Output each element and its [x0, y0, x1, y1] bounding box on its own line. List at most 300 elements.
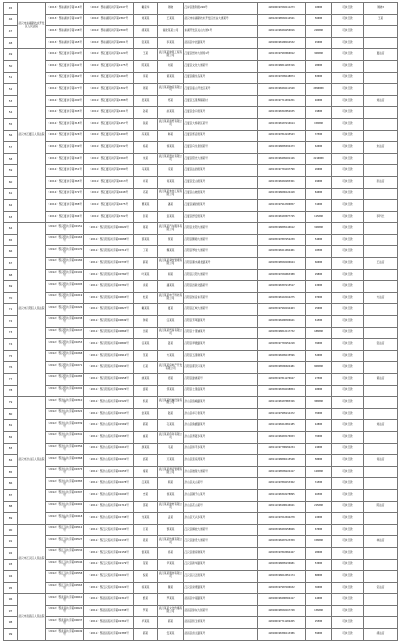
party-name: 罗某某: [158, 594, 184, 606]
case-number: （2012）鄂洪山执字第00383号: [46, 478, 84, 490]
id-number: 420115198103077725: [258, 211, 306, 223]
applicant-name: 李某: [134, 72, 158, 84]
judge-contact: [364, 223, 398, 235]
ruling-number: （2011）鄂汉阳民初字第00803号: [84, 292, 134, 304]
judge-contact: 王法官: [364, 258, 398, 270]
execution-status: 可执行款: [332, 431, 364, 443]
amount: 67000: [306, 524, 332, 536]
execution-status: 可执行款: [332, 188, 364, 200]
id-number: 420111198107083326: [258, 397, 306, 409]
address: 洪山区张家湾某号: [184, 455, 258, 467]
execution-status: 可执行款: [332, 420, 364, 432]
id-number: 420111198006115548: [258, 455, 306, 467]
applicant-name: 孙某: [134, 107, 158, 119]
address: 洪山区珞喻路某号: [184, 397, 258, 409]
address: 江岸区胜利街226号: [184, 3, 258, 15]
case-number: （2012）鄂汉阳执字第00268号: [46, 350, 84, 362]
party-name: 汪某某: [158, 316, 184, 328]
row-number: 85: [4, 466, 18, 478]
table-row: [4, 153, 398, 165]
applicant-name: 朱某: [134, 153, 158, 165]
id-number: 420105198005146612: [258, 223, 306, 235]
row-number: 47: [4, 26, 18, 38]
case-number: （2012）鄂武昌执字第00610号: [46, 594, 84, 606]
applicant-name: 周某: [134, 84, 158, 96]
ruling-number: （2011）鄂汉阳民初字第00781号: [84, 281, 134, 293]
applicant-name: 丁某: [134, 246, 158, 258]
id-number: 420103198203258846: [258, 524, 306, 536]
address: 汉阳区琴台大道某号: [184, 246, 258, 258]
amount: 62000: [306, 142, 332, 154]
judge-contact: [364, 489, 398, 501]
address: 武昌区中南路某号: [184, 594, 258, 606]
address: 洪山区关山某号: [184, 478, 258, 490]
id-number: 420111198310278895: [258, 489, 306, 501]
party-name: 邹某某: [158, 385, 184, 397]
case-number: （2012）鄂汉阳执字第00219号: [46, 292, 84, 304]
execution-status: 可执行款: [332, 629, 364, 641]
case-number: （2013）鄂东湖执字第138号: [46, 26, 84, 38]
ruling-number: （2011）鄂江夏民初字第1457号: [84, 118, 134, 130]
case-number: （2012）鄂汉阳执字第00192号: [46, 269, 84, 281]
party-name: 魏某某: [158, 246, 184, 258]
id-number: 420105197807252239: [258, 234, 306, 246]
table-row: [4, 107, 398, 119]
address: 汉阳区龙阳大道某号: [184, 223, 258, 235]
address: 汉阳区郭茨口某号: [184, 362, 258, 374]
amount: 360000: [306, 49, 332, 61]
address: 汉阳区四新北路某号: [184, 281, 258, 293]
applicant-name: 戴家华: [134, 3, 158, 15]
address: 江汉区唐家墩某号: [184, 547, 258, 559]
id-number: 420106198208304417: [258, 594, 306, 606]
row-number: 80: [4, 408, 18, 420]
amount: 66000: [306, 258, 332, 270]
ruling-number: （2011）鄂汉阳民初字第00620号: [84, 223, 134, 235]
table-row: [4, 60, 398, 72]
id-number: 420105198307215517: [258, 281, 306, 293]
applicant-name: 龙某某: [134, 513, 158, 525]
amount: 61500: [306, 316, 332, 328]
case-number: （2012）鄂江夏执字第305号: [46, 107, 84, 119]
execution-status: 可执行款: [332, 443, 364, 455]
case-number: （2012）鄂洪山执字第00322号: [46, 408, 84, 420]
amount: 49000: [306, 176, 332, 188]
address: 江汉区解放大道某号: [184, 524, 258, 536]
amount: 19800: [306, 107, 332, 119]
execution-status: 可执行款: [332, 60, 364, 72]
party-name: 王某某: [158, 14, 184, 26]
amount: 52000: [306, 350, 332, 362]
applicant-name: 曹某某: [134, 200, 158, 212]
execution-status: 可执行款: [332, 153, 364, 165]
case-number: （2013）鄂东湖执字第165号: [46, 37, 84, 49]
ruling-number: （2012）鄂东湖民初字第2390号: [84, 26, 134, 38]
applicant-name: 钟某: [134, 316, 158, 328]
judge-contact: [364, 397, 398, 409]
applicant-name: 康某某: [134, 443, 158, 455]
row-number: 48: [4, 37, 18, 49]
amount: 22000: [306, 513, 332, 525]
judge-contact: [364, 200, 398, 212]
table-row: [4, 466, 398, 478]
id-number: 420103198005236681: [258, 559, 306, 571]
case-number: （2012）鄂汉阳执字第00163号: [46, 234, 84, 246]
execution-status: 可执行款: [332, 397, 364, 409]
execution-status: 可执行款: [332, 350, 364, 362]
execution-status: 可执行款: [332, 200, 364, 212]
judge-contact: [364, 571, 398, 583]
address: 江夏区文化大道某号: [184, 60, 258, 72]
table-row: [4, 327, 398, 339]
id-number: 420105198211094401: [258, 246, 306, 258]
execution-status: 可执行款: [332, 26, 364, 38]
execution-status: 可执行款: [332, 37, 364, 49]
ruling-number: （2011）鄂江汉民初字第02133号: [84, 536, 134, 548]
address: 江夏区阳光大道某号: [184, 153, 258, 165]
ruling-number: （2011）鄂武昌民初字第02338号: [84, 605, 134, 617]
party-name: 贾某: [158, 234, 184, 246]
ruling-number: （2011）鄂汉阳民初字第00958号: [84, 374, 134, 386]
applicant-name: 贺某: [134, 559, 158, 571]
applicant-name: 段某: [134, 536, 158, 548]
id-number: 420111198108146621: [258, 501, 306, 513]
table-row: [4, 524, 398, 536]
address: 洪山区鲁磨路某号: [184, 420, 258, 432]
execution-status: 可执行款: [332, 362, 364, 374]
applicant-name: 叶某某: [134, 269, 158, 281]
judge-contact: [364, 269, 398, 281]
applicant-name: 秦某: [134, 466, 158, 478]
ruling-number: （2011）鄂汉阳民初字第00976号: [84, 385, 134, 397]
judge-contact: [364, 408, 398, 420]
party-name: 阎某: [158, 269, 184, 281]
ruling-number: （2011）鄂洪山民初字第01610号: [84, 443, 134, 455]
judge-contact: 张法官: [364, 339, 398, 351]
ruling-number: （2011）鄂江夏民初字第1490号: [84, 130, 134, 142]
judge-contact: [364, 524, 398, 536]
id-number: 420103197810094427: [258, 547, 306, 559]
ruling-number: （2011）鄂武昌民初字第02385号: [84, 629, 134, 641]
judge-contact: [364, 617, 398, 629]
ruling-number: （2011）鄂洪山民初字第01583号: [84, 431, 134, 443]
execution-status: 可执行款: [332, 316, 364, 328]
id-number: 420115197701197790: [258, 165, 306, 177]
case-number: （2012）鄂汉阳执字第00253号: [46, 339, 84, 351]
ruling-number: （2011）鄂汉阳民初字第00890号: [84, 339, 134, 351]
row-number: 58: [4, 153, 18, 165]
judge-contact: [364, 385, 398, 397]
party-name: 韩某: [158, 130, 184, 142]
ruling-number: （2011）鄂江夏民初字第1302号: [84, 84, 134, 96]
amount: 43000: [306, 281, 332, 293]
party-name: 湖北某某公司: [158, 26, 184, 38]
amount: 97000: [306, 292, 332, 304]
table-row: [4, 304, 398, 316]
amount: 115000: [306, 211, 332, 223]
id-number: 420103198612051174: [258, 571, 306, 583]
id-number: 420105197811276627: [258, 374, 306, 386]
judge-contact: 夏法官: [364, 49, 398, 61]
table-row: [4, 513, 398, 525]
table-row: [4, 617, 398, 629]
ruling-number: （2011）鄂江汉民初字第02105号: [84, 524, 134, 536]
party-name: 武汉某某餐饮管理有限公司: [158, 258, 184, 270]
judge-contact: 宋法官: [364, 582, 398, 594]
applicant-name: 万某: [134, 524, 158, 536]
execution-status: 可执行款: [332, 374, 364, 386]
party-name: 武汉某某商贸有限公司: [158, 118, 184, 130]
party-name: 潘某: [158, 200, 184, 212]
ruling-number: （2011）鄂洪山民初字第01712号: [84, 501, 134, 513]
address: 汉阳区十里铺某号: [184, 327, 258, 339]
amount: 960000: [306, 362, 332, 374]
party-name: 安某某: [158, 629, 184, 641]
judge-contact: 刘法官: [364, 95, 398, 107]
applicant-name: 熊某: [134, 397, 158, 409]
party-name: 孟某: [158, 513, 184, 525]
case-number: （2012）鄂江汉执字第00512号: [46, 524, 84, 536]
execution-status: 可执行款: [332, 176, 364, 188]
ruling-number: （2011）鄂汉阳民初字第00912号: [84, 350, 134, 362]
party-name: 郑某: [158, 95, 184, 107]
party-name: 武汉某某印务有限公司: [158, 431, 184, 443]
row-number: 90: [4, 524, 18, 536]
execution-status: 可执行款: [332, 466, 364, 478]
judge-contact: [364, 60, 398, 72]
id-number: 420111198204250016: [258, 26, 306, 38]
row-number: 79: [4, 397, 18, 409]
amount: 320000: [306, 223, 332, 235]
ruling-number: （2011）鄂江汉民初字第02179号: [84, 559, 134, 571]
amount: 2090000: [306, 84, 332, 96]
table-row: [4, 165, 398, 177]
party-name: 刘某: [158, 60, 184, 72]
execution-status: 可执行款: [332, 258, 364, 270]
address: 武昌区首义路某号: [184, 629, 258, 641]
ruling-number: （2011）鄂江汉民初字第02224号: [84, 582, 134, 594]
case-number: （2012）鄂洪山执字第00418号: [46, 513, 84, 525]
id-number: 420111197612042278: [258, 513, 306, 525]
row-number: 70: [4, 292, 18, 304]
party-name: 武汉某某房地产开发有限公司: [158, 362, 184, 374]
table-row: [4, 26, 398, 38]
ruling-number: （2011）鄂汉阳民初字第00688号: [84, 234, 134, 246]
court-name: 武汉市江汉区人民法院: [18, 524, 46, 594]
party-name: 夏某: [158, 304, 184, 316]
row-number: 68: [4, 269, 18, 281]
table-row: [4, 582, 398, 594]
table-row: [4, 385, 398, 397]
case-number: （2012）鄂汉阳执字第00285号: [46, 374, 84, 386]
case-number: （2012）鄂汉阳执字第00226号: [46, 304, 84, 316]
id-number: 420105197902194463: [258, 304, 306, 316]
amount: 76000: [306, 431, 332, 443]
address: 汉阳区翠微路某号: [184, 339, 258, 351]
execution-status: 可执行款: [332, 501, 364, 513]
amount: 188000: [306, 327, 332, 339]
case-number: （2012）鄂江夏执字第230号: [46, 49, 84, 61]
party-name: 武汉某某传媒有限公司: [158, 536, 184, 548]
table-row: [4, 605, 398, 617]
table-row: [4, 420, 398, 432]
enforcement-list-page: [3, 2, 397, 637]
judge-contact: 何法官: [364, 455, 398, 467]
court-name: 武汉市江夏区人民法院: [18, 49, 46, 223]
amount: 2210000: [306, 153, 332, 165]
case-number: （2012）鄂江夏执字第326号: [46, 130, 84, 142]
table-row: [4, 339, 398, 351]
address: 汉阳区墨水湖北路某号: [184, 258, 258, 270]
row-number: 51: [4, 72, 18, 84]
party-name: 周晓: [158, 3, 184, 15]
address: 江夏区大桥新区某号: [184, 118, 258, 130]
ruling-number: （2011）鄂江夏民初字第1175号: [84, 60, 134, 72]
row-number: 89: [4, 513, 18, 525]
applicant-name: 殷某: [134, 594, 158, 606]
applicant-name: 崔某: [134, 431, 158, 443]
id-number: 420105198408306641: [258, 316, 306, 328]
table-row: [4, 362, 398, 374]
ruling-number: （2011）鄂武昌民初字第02361号: [84, 617, 134, 629]
amount: 31000: [306, 200, 332, 212]
id-number: 420105198110162275: [258, 292, 306, 304]
id-number: 420115198606124418: [258, 188, 306, 200]
applicant-name: 毕某某: [134, 617, 158, 629]
ruling-number: （2011）鄂江夏民初字第1648号: [84, 188, 134, 200]
row-number: 71: [4, 304, 18, 316]
ruling-number: （2011）鄂洪山民初字第01738号: [84, 513, 134, 525]
case-number: （2012）鄂洪山执字第00356号: [46, 443, 84, 455]
row-number: 81: [4, 420, 18, 432]
ruling-number: （2012）鄂东湖民初字第2367号: [84, 14, 134, 26]
judge-contact: [364, 478, 398, 490]
applicant-name: 雷某某: [134, 547, 158, 559]
case-number: （2012）鄂江夏执字第351号: [46, 165, 84, 177]
judge-contact: [364, 443, 398, 455]
party-name: 武汉某某物流有限公司: [158, 84, 184, 96]
table-row: [4, 629, 398, 641]
amount: 28600: [306, 547, 332, 559]
court-name: 武汉市东湖新技术开发区人民法院: [18, 3, 46, 49]
case-number: （2013）鄂东湖执字第116号: [46, 3, 84, 15]
table-row: [4, 211, 398, 223]
case-number: （2012）鄂洪山执字第00310号: [46, 397, 84, 409]
id-number: 420111197708292234: [258, 443, 306, 455]
execution-status: 可执行款: [332, 165, 364, 177]
ruling-number: （2011）鄂洪山民初字第01547号: [84, 408, 134, 420]
row-number: 92: [4, 547, 18, 559]
court-name: 武汉市武昌区人民法院: [18, 594, 46, 640]
ruling-number: （2011）鄂江夏民初字第1613号: [84, 176, 134, 188]
row-number: 97: [4, 605, 18, 617]
id-number: 420111198212091185: [258, 420, 306, 432]
amount: 37500: [306, 130, 332, 142]
row-number: 72: [4, 316, 18, 328]
id-number: 420111198403176653: [258, 431, 306, 443]
applicant-name: 钱某: [134, 118, 158, 130]
table-row: [4, 594, 398, 606]
row-number: 91: [4, 536, 18, 548]
applicant-name: 蔡某某: [134, 234, 158, 246]
party-name: 姜某: [158, 339, 184, 351]
address: 汉阳区七里庙某号: [184, 385, 258, 397]
amount: 29800: [306, 269, 332, 281]
row-number: 98: [4, 617, 18, 629]
applicant-name: 姚某某: [134, 374, 158, 386]
party-name: 赵某某: [158, 107, 184, 119]
row-number: 83: [4, 443, 18, 455]
execution-status: 可执行款: [332, 3, 364, 15]
ruling-number: （2011）鄂洪山民初字第01632号: [84, 455, 134, 467]
judge-contact: [364, 153, 398, 165]
court-name: 武汉市洪山区人民法院: [18, 397, 46, 525]
ruling-number: （2011）鄂汉阳民初字第00827号: [84, 304, 134, 316]
id-number: 420106197711202265: [258, 617, 306, 629]
ruling-number: （2011）鄂江夏民初字第1260号: [84, 72, 134, 84]
amount: 83000: [306, 72, 332, 84]
id-number: 420111197905214472: [258, 408, 306, 420]
table-row: [4, 547, 398, 559]
table-row: [4, 234, 398, 246]
row-number: 99: [4, 629, 18, 641]
table-row: [4, 374, 398, 386]
case-number: （2012）鄂汉阳执字第00184号: [46, 258, 84, 270]
row-number: 95: [4, 582, 18, 594]
row-number: 94: [4, 571, 18, 583]
applicant-name: 任某某: [134, 339, 158, 351]
amount: 35000: [306, 408, 332, 420]
party-name: 侯某某: [158, 489, 184, 501]
judge-contact: 陈法官: [364, 501, 398, 513]
ruling-number: （2012）鄂东湖民初字第2601号: [84, 37, 134, 49]
judge-contact: 周晓3: [364, 3, 398, 15]
row-number: 75: [4, 350, 18, 362]
id-number: 420105198304198854: [258, 385, 306, 397]
applicant-name: 史某: [134, 489, 158, 501]
party-name: 尹某某: [158, 559, 184, 571]
applicant-name: 江某某: [134, 478, 158, 490]
case-number: （2012）鄂江汉执字第00558号: [46, 571, 84, 583]
table-row: [4, 84, 398, 96]
address: 武昌区徐东大街某号: [184, 605, 258, 617]
address: 江夏区法泗街某号: [184, 165, 258, 177]
applicant-name: 刘某某: [134, 14, 158, 26]
row-number: 74: [4, 339, 18, 351]
applicant-name: 许某: [134, 176, 158, 188]
execution-status: 可执行款: [332, 14, 364, 26]
applicant-name: 郝某: [134, 629, 158, 641]
execution-status: 可执行款: [332, 478, 364, 490]
party-name: 顾某: [158, 478, 184, 490]
party-name: 徐某某: [158, 142, 184, 154]
id-number: 420106197602111273: [258, 3, 306, 15]
address: 洪山区花山某号: [184, 501, 258, 513]
address: 江夏区安山街某号: [184, 176, 258, 188]
id-number: 420105198012117732: [258, 327, 306, 339]
id-number: 420115198202283361: [258, 176, 306, 188]
party-name: 袁某某: [158, 211, 184, 223]
party-name: 武汉某某建筑工程有限公司: [158, 49, 184, 61]
id-number: 420115198204111520: [258, 84, 306, 96]
judge-contact: 黄法官: [364, 374, 398, 386]
row-number: 76: [4, 362, 18, 374]
judge-contact: [364, 130, 398, 142]
address: 汉阳区芳草路某号: [184, 316, 258, 328]
ruling-number: （2011）鄂江夏民初字第1702号: [84, 211, 134, 223]
id-number: 420103198407123359: [258, 536, 306, 548]
applicant-name: 邓某: [134, 188, 158, 200]
